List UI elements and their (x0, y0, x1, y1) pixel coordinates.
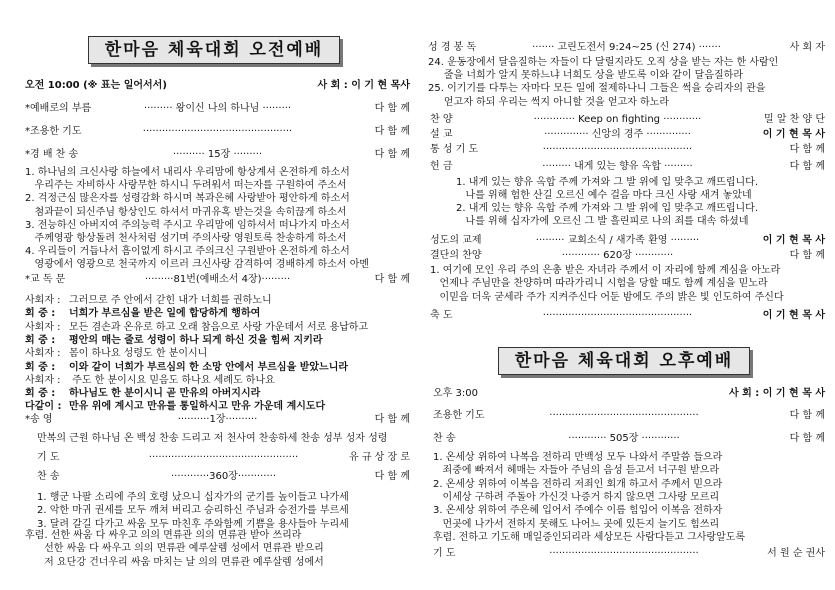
verse-line: 25. 이기기를 다투는 자마다 모든 일에 절제하나니 그들은 썩을 승리자의 관을 (428, 83, 766, 95)
lyric-line: 3. 전능하신 아버지여 주의능력 주시고 우리맘에 임하셔서 떠나가지 마소서 (25, 219, 350, 231)
order-row-leader: 다 함 께 (789, 433, 825, 444)
responsive-text: 몸이 하나요 성령도 한 분이시니 (69, 348, 208, 360)
order-row-label: 조용한 기도 (433, 410, 485, 421)
order-row-leader: 다 함 께 (374, 274, 410, 285)
praise-team-row (430, 114, 825, 126)
lyric-line: 4. 우리들이 거듭나서 흠이없게 하시고 주의크신 구원받아 온전하게 하소서 (25, 246, 350, 258)
responsive-text: 만유 위에 계시고 만유를 통일하시고 만유 가운데 계시도다 (69, 401, 326, 413)
scripture-row (428, 42, 825, 54)
refrain-line: 후렴. 선한 싸움 다 싸우고 의의 면류관 의의 면류관 받아 쓰리라 (25, 530, 302, 541)
order-row-leader: 다 함 께 (789, 161, 825, 172)
lyric-line: 2. 내게 있는 향유 옥합 주께 가져와 그 발 위에 입 맞추고 깨뜨립니다. (456, 203, 759, 214)
morning-time: 오전 10:00 (※ 표는 일어서서) (25, 80, 167, 91)
order-row-label: 기 도 (37, 452, 60, 463)
order-row-label: *조용한 기도 (25, 126, 82, 137)
lyric-line: 나를 위해 험한 산길 오르신 예수 걸음 마다 크신 사랑 새겨 놓았네 (456, 190, 752, 201)
lyric-line: 이세상 구하려 주돌아 가신것 나증거 하지 않으면 그사랑 모르리 (433, 491, 720, 503)
order-row-label: 성 경 봉 독 (428, 42, 477, 53)
order-row-label: *송 영 (25, 414, 53, 425)
lyric-line: 1. 온세상 위하여 나복음 전하리 만백성 모두 나와서 주말씀 들으라 (433, 452, 723, 463)
responsive-line (25, 348, 207, 360)
doxology-text: 만복의 근원 하나님 온 백성 찬송 드리고 저 천사여 찬송하세 찬송 성부 성자 성령 (37, 433, 388, 444)
lyric-line: 후렴. 전하고 기도해 매일증인되리라 세상모든 사람다듣고 그사랑알도록 (433, 531, 746, 543)
afternoon-prayer-row (433, 548, 825, 560)
order-row-label: 결단의 찬양 (430, 250, 482, 261)
order-row-label: 통 성 기 도 (430, 144, 479, 155)
responsive-line (25, 401, 325, 413)
lyric-line: 2. 악한 마귀 권세를 모두 깨쳐 버리고 승리하신 주님과 승전가를 부르세 (37, 505, 349, 517)
lyric-line: 죄중에 빠져서 헤매는 자들아 주님의 음성 듣고서 너구원 받으라 (433, 465, 720, 477)
morning-title: 한마음 체육대회 오전예배 (88, 36, 340, 64)
order-row-detail: ··············································· (148, 452, 299, 463)
verse-line: 얻고자 하되 우리는 썩지 아니할 것을 얻고자 하노라 (428, 96, 670, 108)
order-row-detail: ··············································· (549, 548, 699, 559)
responsive-text: 평안의 매는 줄로 성령이 하나 되게 하신 것을 힘써 지키라 (69, 334, 323, 346)
responsive-line (25, 375, 275, 387)
decision-hymn-row (430, 250, 825, 262)
order-row-detail: ········· 왕이신 나의 하나님 ········· (143, 103, 292, 114)
order-row-label: 설 교 (430, 129, 453, 140)
order-row-label: *경 배 찬 송 (25, 149, 79, 160)
speaker-label: 사회자 : (25, 321, 61, 333)
lyric-line: 영광에서 영광으로 천국까지 이르러 크신사랑 감격하여 경배하게 하소서 아멘 (25, 259, 370, 271)
lyric-line: 우리주는 자비하사 사랑무한 하시니 두려워서 떠는자를 구원하여 주소서 (25, 180, 347, 192)
lyric-line: 1. 하나님의 크신사랑 하늘에서 내리사 우리맘에 항상계셔 온전하게 하소서 (25, 167, 350, 178)
order-row-detail: ··············································· (542, 144, 693, 155)
speaker-label: 회 중 : (25, 334, 56, 346)
order-row-label: *교 독 문 (25, 274, 66, 285)
order-row-detail: ·········· 15장 ········· (172, 149, 263, 160)
responsive-line (25, 388, 260, 400)
responsive-text: 하나님도 한 분이시니 곧 만유의 아버지시라 (69, 388, 261, 400)
order-row-leader: 다 함 께 (374, 126, 410, 137)
order-row-leader: 다 함 께 (789, 250, 825, 261)
order-row-detail: ·········81번(예배소서 4장)········· (144, 274, 291, 285)
lyric-line: 1. 여기에 모인 우리 주의 은총 받은 자녀라 주께서 이 자리에 함께 계심을 아노라 (430, 265, 781, 276)
lyric-line: 2. 온세상 위하여 이복음 전하리 저죄인 회개 하고서 주께서 믿으라 (433, 478, 723, 490)
responsive-text: 주도 한 분이시요 믿음도 하나요 세례도 하나요 (69, 374, 275, 386)
order-row-label: 축 도 (430, 310, 453, 321)
verse-line: 24. 운동장에서 달음질하는 자들이 다 달릴지라도 오직 상을 받는 자는 한 사람인 (428, 57, 779, 68)
afternoon-leader: 사 회 : 이 기 현 목 사 (729, 388, 825, 399)
call-to-worship-row (25, 103, 410, 115)
afternoon-title: 한마음 체육대회 오후예배 (498, 347, 750, 375)
verse-line: 줄을 너희가 알지 못하느냐 너희도 상을 받도록 이와 같이 달음질하라 (428, 70, 743, 82)
afternoon-header (433, 388, 825, 400)
lyric-line: 주께영광 항상돌려 천사처럼 섬기며 주의사랑 영원토록 찬송하게 하소서 (25, 233, 347, 244)
order-row-detail: ············ 505장 ············ (568, 433, 680, 444)
order-row-label: 성도의 교제 (430, 235, 482, 246)
order-row-leader: 밀 알 찬 양 단 (763, 114, 825, 125)
order-row-detail: ·············· 신앙의 경주 ·············· (544, 129, 691, 140)
morning-header (25, 80, 410, 92)
lyric-line: 3. 달려 갈길 다가고 싸움 모두 마친후 주와함께 기쁨을 용사들아 누리세 (37, 518, 349, 530)
order-row-leader: 다 함 께 (374, 149, 410, 160)
order-row-leader: 이 기 현 목 사 (762, 310, 825, 321)
refrain-line: 선한 싸움 다 싸우고 의의 면류관 예루살렘 성에서 면류관 받으리 (25, 543, 324, 555)
order-row-label: 찬 송 (37, 471, 60, 482)
order-row-leader: 다 함 께 (789, 144, 825, 155)
fellowship-row (430, 235, 825, 247)
responsive-line (25, 362, 348, 374)
lyric-line: 이믿음 더욱 굳세라 주가 지켜주신다 어둔 밤에도 주의 밝은 빛 인도하여 주신다 (430, 291, 784, 303)
responsive-line (25, 322, 368, 334)
speaker-label: 사회자 : (25, 348, 61, 360)
order-row-label: *예배로의 부름 (25, 103, 92, 114)
order-row-detail: ··········1장·········· (177, 414, 258, 425)
responsive-text: 이와 같이 너희가 부르심의 한 소망 안에서 부르심을 받았느니라 (69, 361, 349, 373)
responsive-text: 너희가 부르심을 받은 일에 합당하게 행하여 (69, 308, 261, 320)
speaker-label: 회 중 : (25, 388, 56, 400)
worship-hymn-row (25, 149, 410, 161)
benediction-row (430, 310, 825, 322)
offering-row (430, 161, 825, 173)
speaker-label: 사회자 : (25, 295, 61, 306)
order-row-leader: 다 함 께 (374, 414, 410, 425)
order-row-detail: ············360장············ (170, 471, 277, 482)
prayer-row (37, 452, 410, 464)
order-row-leader: 사 회 자 (789, 42, 825, 53)
responsive-line (25, 295, 272, 307)
order-row-detail: ··············································· (542, 310, 693, 321)
doxology-row (25, 414, 410, 426)
order-row-detail: ········· 교회소식 / 새가족 환영 ········· (535, 235, 700, 246)
lyric-line: 첨과끝이 되신주님 항상인도 하셔서 마귀유혹 받는것을 속히끊게 하소서 (25, 206, 347, 218)
sermon-row (430, 129, 825, 141)
lyric-line: 나를 위해 십자가에 오르신 그 발 흘린피로 나의 죄를 대속 하셨네 (456, 216, 749, 227)
responsive-reading-row (25, 274, 410, 286)
order-row-label: 찬 송 (433, 433, 456, 444)
order-row-leader: 이 기 현 목 사 (762, 129, 825, 140)
refrain-line: 저 요단강 건너우리 싸움 마치는 날 의의 면류관 예루살렘 성에서 (25, 556, 324, 568)
order-row-detail: ··············································· (142, 126, 293, 137)
lyric-line: 2. 걱정근심 많은자를 성령감화 하시며 복과은혜 사랑받아 평안하게 하소서 (25, 193, 350, 205)
order-row-label: 찬 양 (430, 114, 453, 125)
order-row-leader: 다 함 께 (374, 471, 410, 482)
order-row-detail: ············ 620장 ············ (561, 250, 674, 261)
responsive-text: 그러므로 주 안에서 갇힌 내가 너희를 권하노니 (69, 295, 272, 306)
morning-leader: 사 회 : 이 기 현 목사 (317, 80, 410, 91)
lyric-line: 3. 온세상 위하여 주은혜 입어서 주예수 이름 힘입어 이복음 전하자 (433, 505, 723, 517)
lyric-line: 먼곳에 나가서 전하지 못해도 나어느 곳에 있든지 늘기도 힘쓰리 (433, 518, 720, 530)
afternoon-silent-prayer-row (433, 410, 825, 422)
order-row-detail: ········· 내게 있는 향유 옥합 ········· (542, 161, 693, 172)
afternoon-hymn-row (433, 433, 825, 445)
order-row-detail: ············· Keep on fighting ············ (533, 114, 702, 125)
responsive-text: 모든 겸손과 온유로 하고 오래 참음으로 사랑 가운데서 서로 용납하고 (69, 321, 369, 333)
responsive-line (25, 308, 260, 320)
unison-prayer-row (430, 144, 825, 156)
order-row-leader: 이 기 현 목 사 (762, 235, 825, 246)
lyric-line: 언제나 주님만을 찬양하며 따라가리니 시험을 당할 때도 함께 계심을 믿노라 (430, 278, 768, 290)
lyric-line: 1. 내게 있는 향유 옥합 주께 가져와 그 발 위에 입 맞추고 깨뜨립니다. (456, 177, 759, 188)
order-row-leader: 서 원 순 권사 (767, 548, 825, 559)
order-row-leader: 유 규 상 장 로 (348, 452, 410, 463)
silent-prayer-row (25, 126, 410, 138)
order-row-leader: 다 함 께 (374, 103, 410, 114)
speaker-label: 다같이 : (25, 401, 62, 413)
speaker-label: 사회자 : (25, 374, 61, 386)
order-row-leader: 다 함 께 (789, 410, 825, 421)
order-row-label: 기 도 (433, 548, 456, 559)
responsive-line (25, 335, 323, 347)
lyric-line: 1. 행군 나팔 소리에 주의 호령 났으니 십자가의 군기를 높이들고 나가세 (37, 492, 349, 503)
speaker-label: 회 중 : (25, 308, 56, 320)
order-row-label: 헌 금 (430, 161, 453, 172)
speaker-label: 회 중 : (25, 361, 56, 373)
afternoon-time: 오후 3:00 (433, 388, 478, 399)
order-row-detail: ··············································· (549, 410, 699, 421)
order-row-detail: ······· 고린도전서 9:24~25 (신 274) ······· (532, 42, 721, 53)
praise-row (37, 471, 410, 483)
